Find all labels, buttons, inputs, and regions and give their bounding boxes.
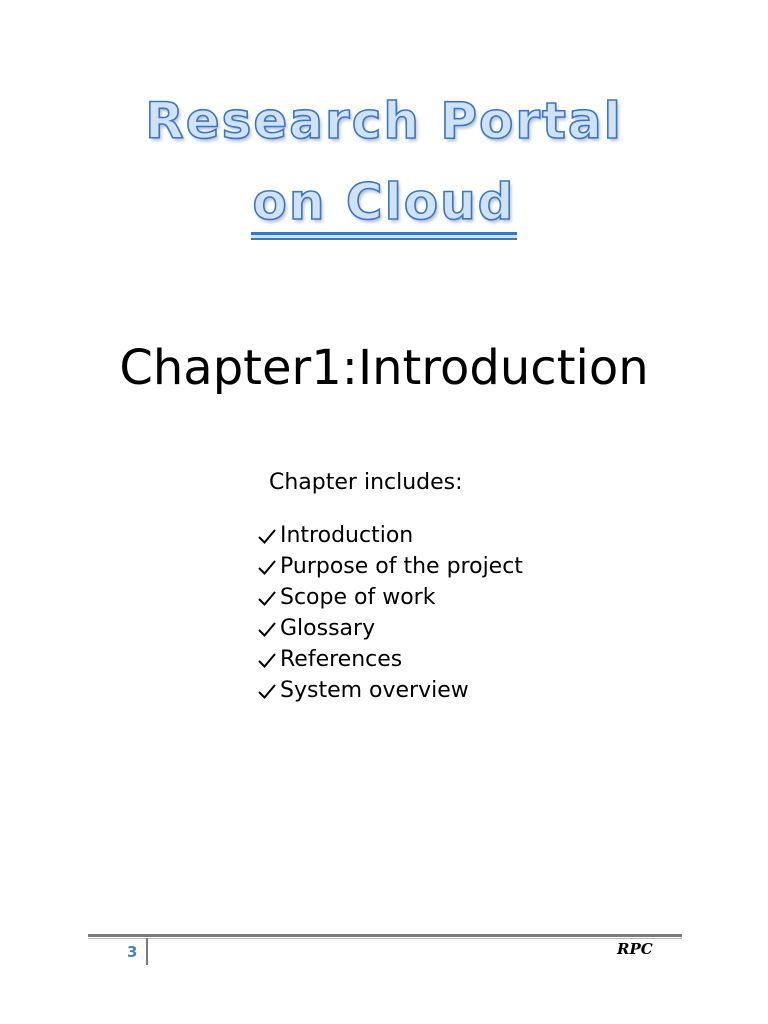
topic-item-label: Scope of work — [280, 585, 436, 610]
topic-item — [256, 582, 523, 613]
topic-item-label: Introduction — [280, 523, 414, 548]
topic-item-label: System overview — [280, 678, 469, 703]
topic-item — [256, 675, 523, 706]
document-title-line-2-text: on Cloud — [251, 172, 518, 235]
footer-label: RPC — [617, 940, 653, 958]
checkmark-icon — [256, 618, 278, 640]
topic-list — [256, 520, 523, 706]
footer-divider-thin — [88, 938, 682, 939]
chapter-heading: Chapter1:Introduction — [119, 340, 649, 396]
checkmark-icon — [256, 649, 278, 671]
topic-item-label: References — [280, 647, 403, 672]
topic-item — [256, 520, 523, 551]
topic-item-label: Purpose of the project — [280, 554, 523, 579]
topic-item — [256, 644, 523, 675]
document-title-line-1: Research Portal — [145, 92, 623, 150]
checkmark-icon — [256, 525, 278, 547]
footer-divider — [88, 934, 682, 937]
topic-item — [256, 613, 523, 644]
checkmark-icon — [256, 587, 278, 609]
document-title-line-2 — [0, 172, 768, 235]
topic-item-label: Glossary — [280, 616, 376, 641]
chapter-includes-label: Chapter includes: — [269, 470, 463, 495]
page-number-divider — [146, 938, 148, 965]
checkmark-icon — [256, 556, 278, 578]
checkmark-icon — [256, 680, 278, 702]
topic-item — [256, 551, 523, 582]
page-number: 3 — [127, 943, 138, 961]
